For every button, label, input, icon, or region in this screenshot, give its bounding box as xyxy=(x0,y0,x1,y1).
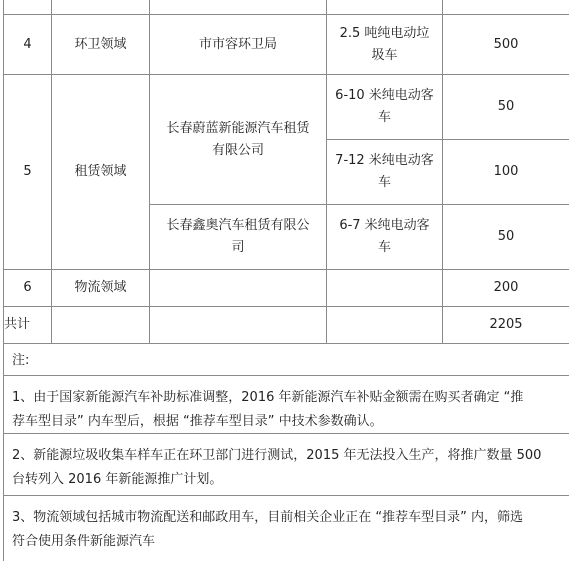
cell-empty xyxy=(52,307,150,344)
cell-field xyxy=(52,0,150,15)
document-page xyxy=(3,0,569,561)
cell-company xyxy=(150,270,327,307)
table-row xyxy=(4,75,570,140)
type-line: 7-12 米纯电动客 xyxy=(335,153,434,168)
cell-field: 租赁领域 xyxy=(52,75,150,270)
table-row xyxy=(4,270,570,307)
cell-qty: 200 xyxy=(443,270,570,307)
cell-type xyxy=(327,0,443,15)
cell-qty: 50 xyxy=(443,205,570,270)
cell-qty: 100 xyxy=(443,140,570,205)
note-item xyxy=(4,496,569,561)
note-item xyxy=(4,434,569,496)
cell-company xyxy=(150,75,327,205)
type-line: 6-10 米纯电动客 xyxy=(335,88,434,103)
cell-qty: 500 xyxy=(443,15,570,75)
notes-cell xyxy=(4,344,570,561)
cell-type xyxy=(327,205,443,270)
notes-row xyxy=(4,344,570,561)
type-line: 车 xyxy=(377,240,391,255)
type-line: 车 xyxy=(377,110,391,125)
cell-field: 物流领域 xyxy=(52,270,150,307)
total-row xyxy=(4,307,570,344)
table-row xyxy=(4,0,570,15)
cell-company: 市市容环卫局 xyxy=(150,15,327,75)
cell-no: 4 xyxy=(4,15,52,75)
company-line: 长春鑫奥汽车租赁有限公 xyxy=(166,218,310,233)
cell-type xyxy=(327,270,443,307)
total-label: 共计 xyxy=(4,307,52,344)
cell-no: 5 xyxy=(4,75,52,270)
type-line: 6-7 米纯电动客 xyxy=(339,218,430,233)
notes-block xyxy=(4,344,569,561)
cell-type xyxy=(327,75,443,140)
note-item xyxy=(4,376,569,434)
cell-type xyxy=(327,140,443,205)
type-line: 2.5 吨纯电动垃 xyxy=(339,25,430,41)
note-line: 荐车型目录” 内车型后，根据 “推荐车型目录” 中技术参数确认。 xyxy=(12,414,383,429)
cell-empty xyxy=(150,307,327,344)
note-line: 符合使用条件新能源汽车 xyxy=(12,534,156,549)
type-line: 车 xyxy=(377,175,391,190)
note-line: 1、由于国家新能源汽车补助标准调整，2016 年新能源汽车补贴金额需在购买者确定 “推 xyxy=(12,390,524,405)
cell-type xyxy=(327,15,443,75)
note-line: 台转列入 2016 年新能源推广计划。 xyxy=(12,472,223,487)
cell-company xyxy=(150,0,327,15)
note-line: 3、物流领域包括城市物流配送和邮政用车，目前相关企业正在 “推荐车型目录” 内，筛选 xyxy=(12,510,524,525)
table-row xyxy=(4,15,570,75)
notes-title: 注: xyxy=(4,344,569,376)
total-qty: 2205 xyxy=(443,307,570,344)
note-line: 2、新能源垃圾收集车样车正在环卫部门进行测试，2015 年无法投入生产，将推广数量 500 xyxy=(12,448,542,463)
cell-company xyxy=(150,205,327,270)
cell-qty xyxy=(443,0,570,15)
company-line: 司 xyxy=(231,240,245,255)
cell-field: 环卫领域 xyxy=(52,15,150,75)
type-line: 圾车 xyxy=(371,47,398,63)
company-line: 长春蔚蓝新能源汽车租赁 xyxy=(166,120,310,136)
company-line: 有限公司 xyxy=(211,142,264,158)
promotion-table xyxy=(3,0,569,561)
cell-qty: 50 xyxy=(443,75,570,140)
cell-no xyxy=(4,0,52,15)
cell-empty xyxy=(327,307,443,344)
cell-no: 6 xyxy=(4,270,52,307)
